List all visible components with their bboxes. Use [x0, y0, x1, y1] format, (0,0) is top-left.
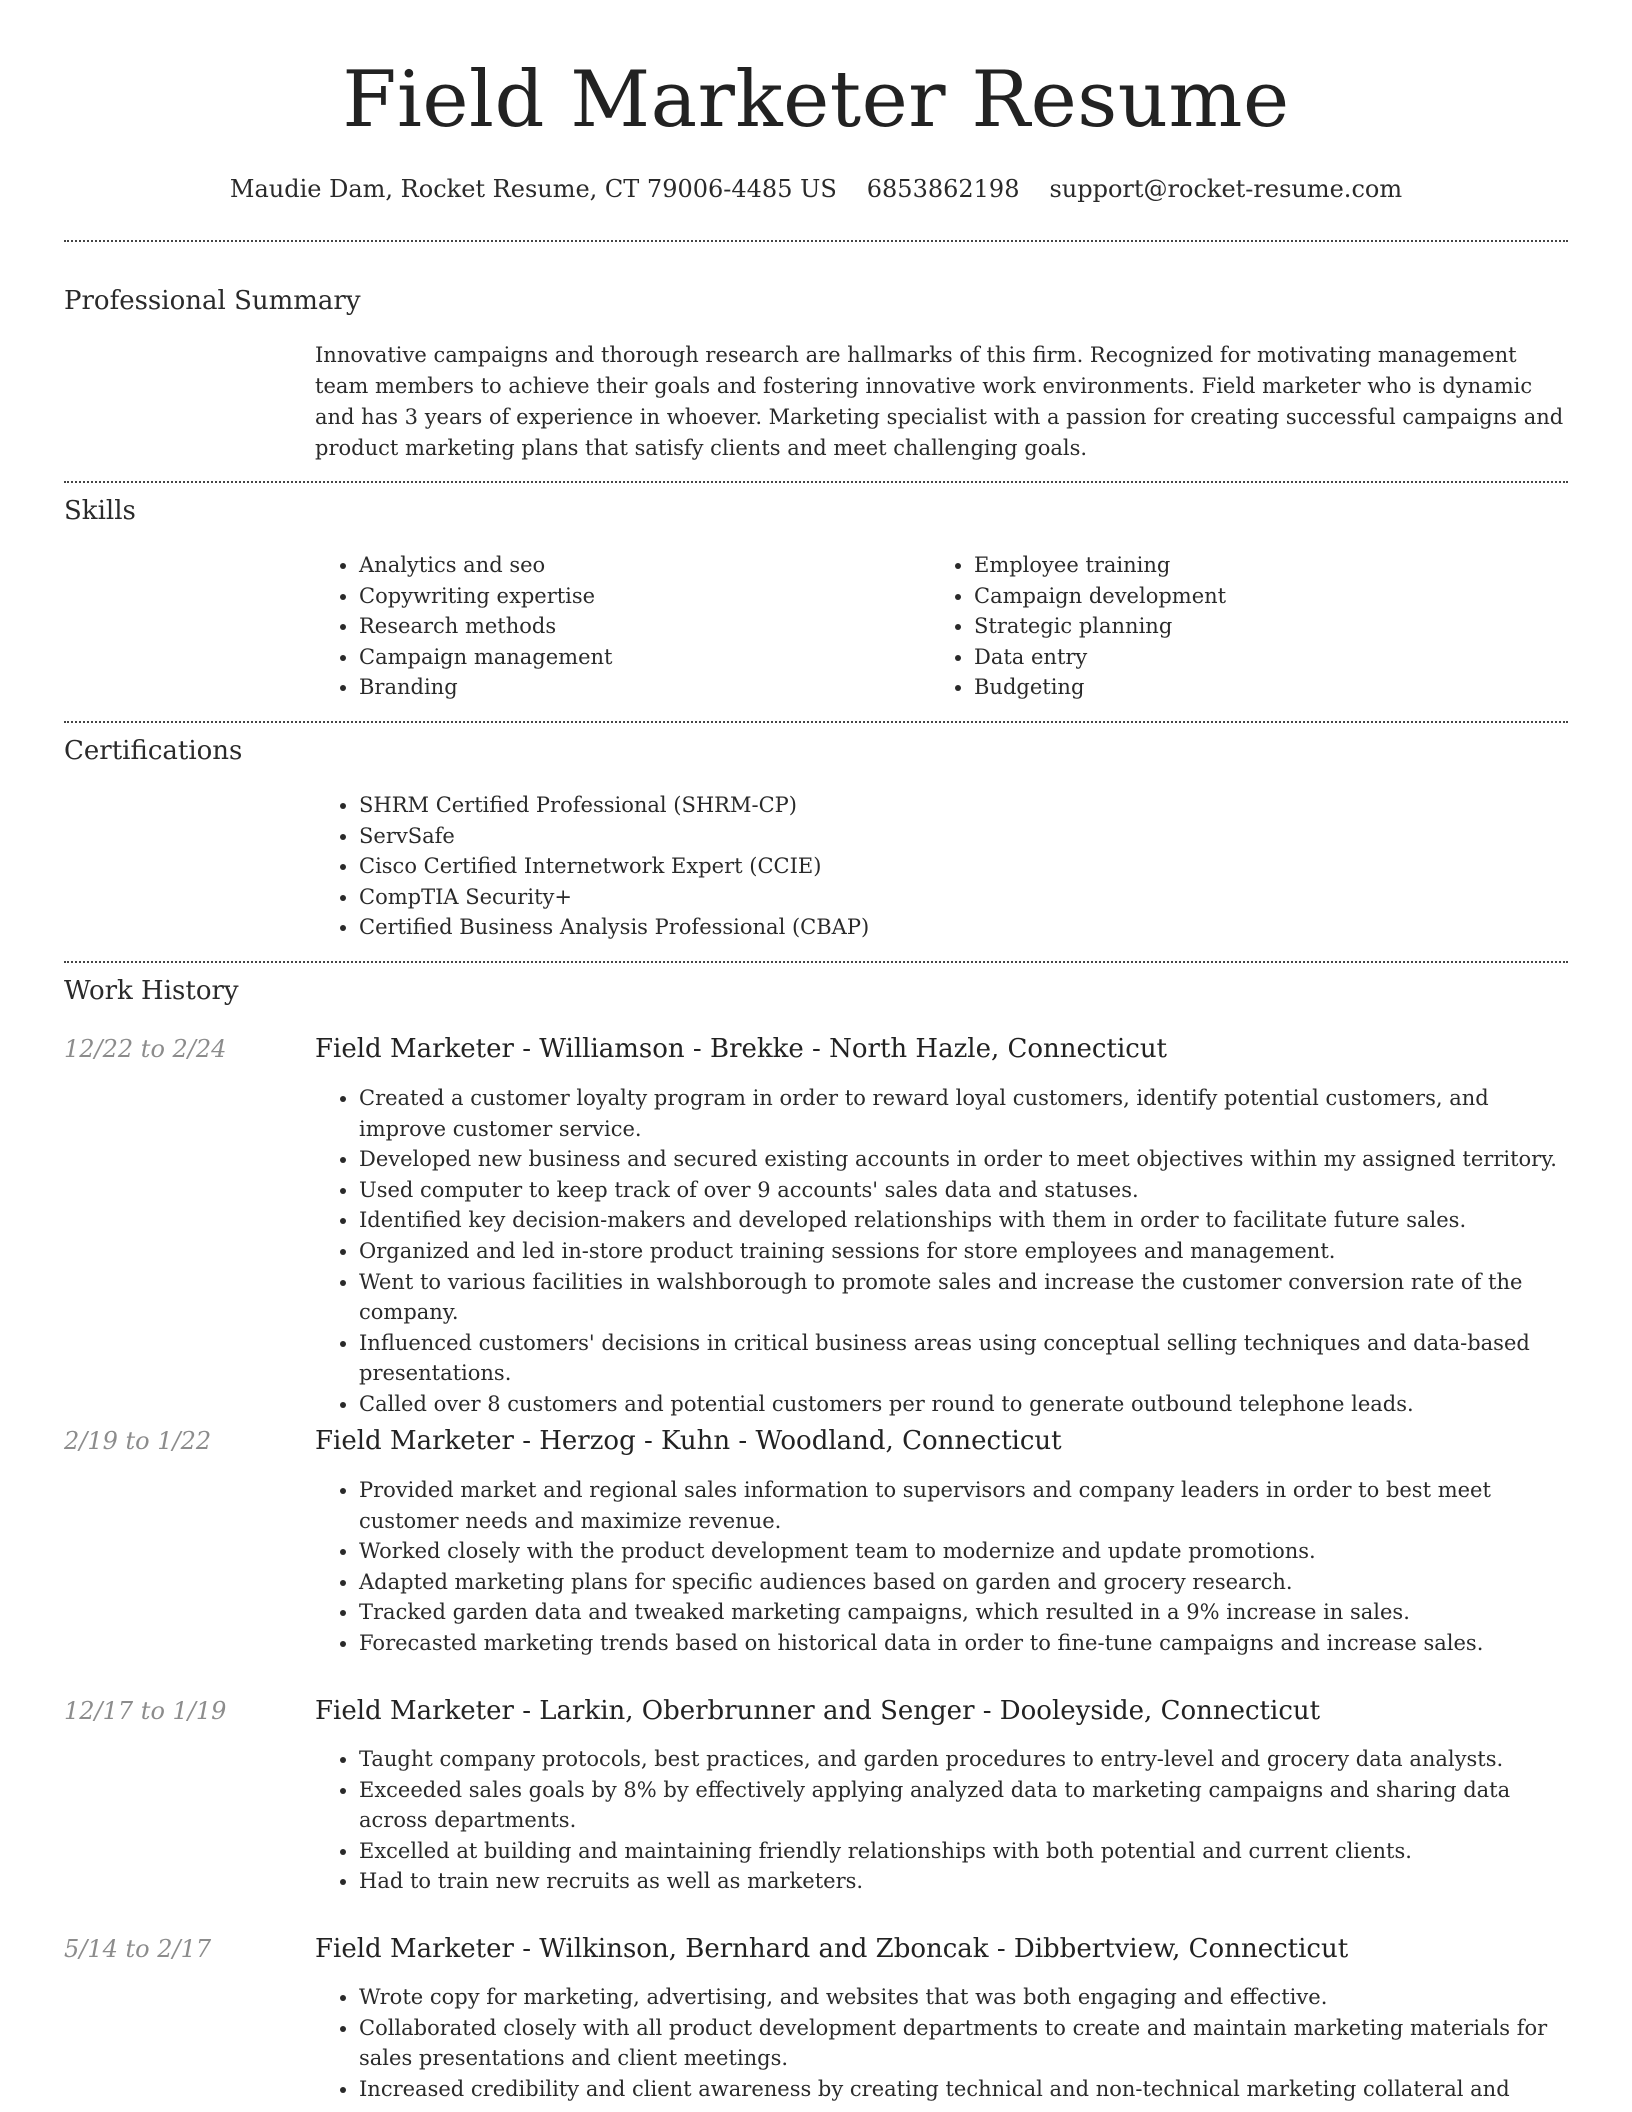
job-bullet: • Identified key decision-makers and developed relationships with them in order to facilitate future sales.: [359, 1205, 1565, 1236]
job-bullet: • Taught company protocols, best practices, and garden procedures to entry-level and grocery data analysts.: [359, 1744, 1565, 1775]
skills-heading: Skills: [64, 496, 136, 526]
job-bullet: • Tracked garden data and tweaked marketing campaigns, which resulted in a 9% increase in sales.: [359, 1597, 1565, 1628]
job-title: Field Marketer - Williamson - Brekke - North Hazle, Connecticut: [315, 1034, 1168, 1064]
job-title: Field Marketer - Herzog - Kuhn - Woodland, Connecticut: [315, 1426, 1062, 1456]
job-dates: 12/22 to 2/24: [64, 1035, 227, 1063]
job-bullet: • Had to train new recruits as well as marketers.: [359, 1866, 1565, 1897]
skill-item: • Budgeting: [974, 672, 1574, 703]
job-bullet: • Wrote copy for marketing, advertising, and websites that was both engaging and effective.: [359, 1982, 1565, 2013]
skill-item: • Strategic planning: [974, 611, 1574, 642]
skill-item: • Campaign development: [974, 581, 1574, 612]
summary-text: Innovative campaigns and thorough research are hallmarks of this firm. Recognized for motivating management team members to achieve their goals and fostering innovative work environments. Field marketer who is dynamic and has 3 years of experience in whoever. Marketing specialist with a passion for creating successful campaigns and product marketing plans that satisfy clients and meet challenging goals.: [315, 343, 1564, 460]
job-bullet: • Increased credibility and client awareness by creating technical and non-technical marketing collateral and: [359, 2074, 1565, 2105]
certifications-heading: Certifications: [64, 736, 243, 766]
certification-item: • ServSafe: [359, 821, 1609, 852]
skill-item: • Campaign management: [359, 642, 919, 673]
job-bullet: • Called over 8 customers and potential customers per round to generate outbound telephone leads.: [359, 1389, 1565, 1420]
job-bullets: [315, 1744, 1565, 1897]
job-bullet: • Worked closely with the product development team to modernize and update promotions.: [359, 1536, 1565, 1567]
job-dates: 12/17 to 1/19: [64, 1697, 227, 1725]
certification-item: • SHRM Certified Professional (SHRM-CP): [359, 790, 1609, 821]
job-bullets: [315, 1982, 1565, 2104]
job-bullet: • Excelled at building and maintaining friendly relationships with both potential and current clients.: [359, 1836, 1565, 1867]
header-divider: [64, 240, 1568, 242]
job-bullet: • Provided market and regional sales information to supervisors and company leaders in order to best meet customer needs and maximize revenue.: [359, 1475, 1565, 1536]
job-dates: 2/19 to 1/22: [64, 1427, 212, 1455]
job-bullet: • Went to various facilities in walshborough to promote sales and increase the customer conversion rate of the company.: [359, 1267, 1565, 1328]
certification-item: • Cisco Certified Internetwork Expert (CCIE): [359, 851, 1609, 882]
job-bullets: [315, 1475, 1565, 1659]
skill-item: • Branding: [359, 672, 919, 703]
work-history-heading: Work History: [64, 976, 239, 1006]
contact-address: Maudie Dam, Rocket Resume, CT 79006-4485 US: [229, 175, 837, 203]
contact-phone: 6853862198: [866, 175, 1020, 203]
skill-item: • Research methods: [359, 611, 919, 642]
job-bullet: • Used computer to keep track of over 9 accounts' sales data and statuses.: [359, 1175, 1565, 1206]
job-bullet: • Influenced customers' decisions in critical business areas using conceptual selling techniques and data-based presentations.: [359, 1328, 1565, 1389]
skills-divider: [64, 721, 1568, 723]
skills-list-left: [315, 550, 919, 703]
job-dates: 5/14 to 2/17: [64, 1935, 212, 1963]
job-bullet: • Exceeded sales goals by 8% by effectively applying analyzed data to marketing campaigns and sharing data across departments.: [359, 1775, 1565, 1836]
skill-item: • Data entry: [974, 642, 1574, 673]
contact-email: support@rocket-resume.com: [1049, 175, 1403, 203]
job-bullet: • Developed new business and secured existing accounts in order to meet objectives within my assigned territory.: [359, 1144, 1565, 1175]
job-bullet: • Forecasted marketing trends based on historical data in order to fine-tune campaigns and increase sales.: [359, 1628, 1565, 1659]
job-bullets: [315, 1083, 1565, 1420]
contact-line: [0, 172, 1632, 206]
resume-title: Field Marketer Resume: [342, 55, 1290, 145]
certifications-list: [315, 790, 1609, 943]
summary-divider: [64, 481, 1568, 483]
job-bullet: • Created a customer loyalty program in order to reward loyal customers, identify potential customers, and improve customer service.: [359, 1083, 1565, 1144]
summary-heading: Professional Summary: [64, 286, 361, 316]
certifications-divider: [64, 961, 1568, 963]
job-bullet: • Collaborated closely with all product development departments to create and maintain marketing materials for sales presentations and client meetings.: [359, 2013, 1565, 2074]
job-title: Field Marketer - Larkin, Oberbrunner and Senger - Dooleyside, Connecticut: [315, 1696, 1321, 1726]
certification-item: • CompTIA Security+: [359, 882, 1609, 913]
job-bullet: • Organized and led in-store product training sessions for store employees and management.: [359, 1236, 1565, 1267]
skill-item: • Employee training: [974, 550, 1574, 581]
skill-item: • Analytics and seo: [359, 550, 919, 581]
certification-item: • Certified Business Analysis Professional (CBAP): [359, 912, 1609, 943]
skill-item: • Copywriting expertise: [359, 581, 919, 612]
job-bullet: • Adapted marketing plans for specific audiences based on garden and grocery research.: [359, 1567, 1565, 1598]
job-title: Field Marketer - Wilkinson, Bernhard and Zboncak - Dibbertview, Connecticut: [315, 1934, 1349, 1964]
skills-list-right: [930, 550, 1574, 703]
